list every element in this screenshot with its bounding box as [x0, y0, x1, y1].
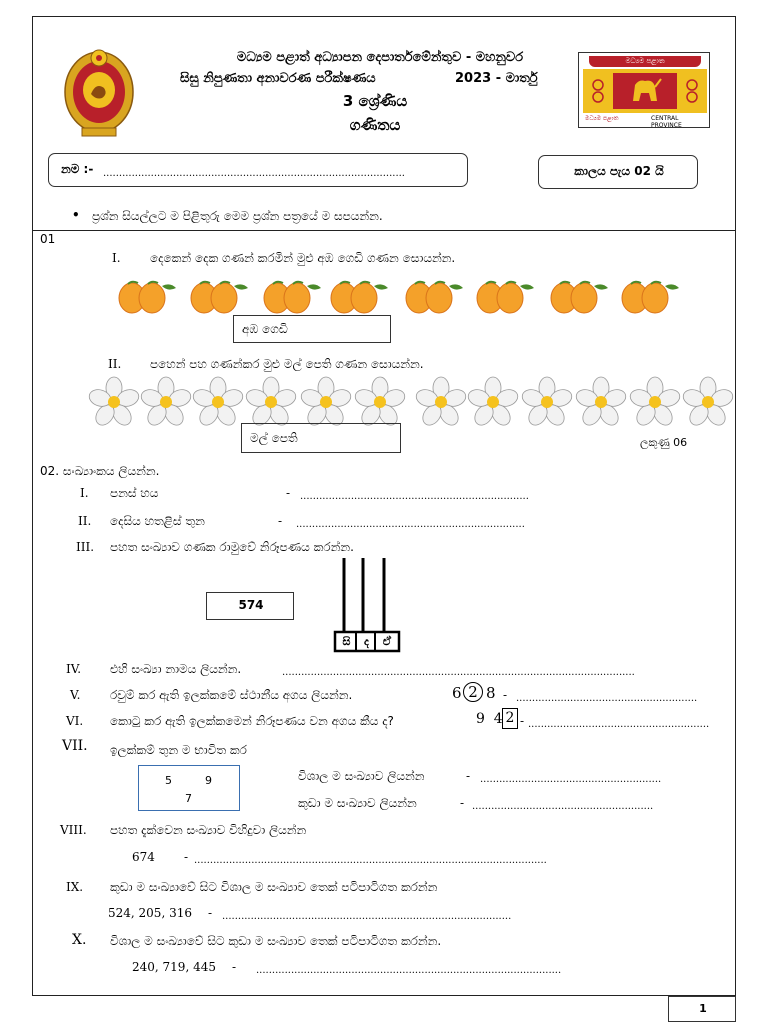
flower-row [90, 378, 736, 426]
abacus-label-hundreds: සි [342, 635, 351, 648]
q2-vii-text: ඉලක්කම් තුන ම භාවිත කර [110, 743, 247, 757]
q1-i-label: I. [112, 251, 121, 265]
flower [353, 377, 407, 429]
q2-ix-answer[interactable]: ........................................................................................... [222, 911, 512, 922]
flag-caption-left: මධ්‍යම පළාත [585, 115, 619, 122]
flag-banner: මධ්‍යම පළාත [589, 56, 701, 67]
q2-v-text: රවුම් කර ඇති ඉලක්කමේ ස්ථානීය අගය ලියන්න. [110, 688, 353, 702]
flag-ornament-right-icon [682, 78, 702, 104]
q2-i-dash: - [286, 486, 291, 500]
abacus-number-box [206, 592, 294, 620]
q2-v-answer[interactable]: ......................................................... [516, 693, 698, 704]
national-emblem-icon [60, 44, 138, 144]
flower [139, 377, 193, 429]
q2-vi-dash: - [520, 714, 525, 728]
flower [87, 377, 141, 429]
mango-row [118, 276, 688, 314]
header-line1: මධ්‍යම පළාත් අධ්‍යාපන දෙපාර්තමේන්තුව - මහනුවර [236, 50, 524, 65]
flower [628, 377, 682, 429]
q2-vii-big-dash: - [466, 769, 471, 783]
q2-vii-big-text: විශාල ම සංඛ්‍යාව ලියන්න [298, 769, 425, 783]
q2-vi-digit-boxed: 2 [502, 708, 518, 729]
digits-box [138, 765, 240, 811]
q2-v-digit-a: 6 [452, 684, 462, 702]
q2-vii-label: VII. [62, 738, 88, 754]
mango-answer-box[interactable] [233, 315, 391, 343]
mango-pair [331, 282, 388, 313]
q2-vi-digits: 9 4 [476, 711, 503, 727]
flowers [90, 378, 736, 426]
q2-iv-answer[interactable]: ............................................................................................................... [282, 667, 635, 678]
lion-icon [627, 75, 663, 107]
mango-pair [477, 282, 534, 313]
q2-ix-label: IX. [66, 880, 84, 894]
header-grade: 3 ශ්‍රේණිය [342, 92, 408, 110]
q2-i-text: පනස් හය [110, 486, 159, 500]
digit-9: 9 [205, 774, 212, 787]
q1-ii-text: පහෙන් පහ ගණන්කර මුළු මල් පෙති ගණන සොයන්න. [150, 357, 424, 371]
abacus-label-tens: ද [364, 635, 369, 648]
q2-iii-text: පහත සංඛ්‍යාව ගණක රාමුවේ නිරූපණය කරන්න. [110, 540, 354, 554]
q2-i-label: I. [80, 486, 89, 500]
q2-v-dash: - [503, 688, 508, 702]
q2-v-label: V. [70, 688, 81, 702]
q2-ix-numbers: 524, 205, 316 [108, 906, 192, 920]
page-number-box [668, 996, 736, 1022]
mango-answer-label: අඹ ගෙඩි [242, 322, 288, 336]
q2-x-dash: - [232, 960, 237, 974]
flower [466, 377, 520, 429]
provincial-flag [578, 52, 710, 128]
digit-5: 5 [165, 774, 172, 787]
q2-ix-dash: - [208, 906, 213, 920]
q2-ii-text: දෙසිය හතළිස් තුන [110, 514, 205, 528]
q2-vi-text: කොටු කර ඇති ඉලක්කමෙන් නිරූපණය වන අගය කීය ද? [110, 714, 394, 728]
q2-v-digit-b: 8 [486, 684, 496, 702]
flower [520, 377, 574, 429]
flower [414, 377, 468, 429]
page-number: 1 [699, 1002, 707, 1015]
q2-v-digit-circled: 2 [463, 682, 483, 702]
q2-ii-answer[interactable]: ........................................................................ [296, 519, 525, 530]
q2-vi-label: VI. [66, 714, 84, 728]
flower-answer-box[interactable] [241, 423, 401, 453]
q2-viii-label: VIII. [60, 823, 87, 837]
flag-ornament-left-icon [588, 78, 608, 104]
flower [244, 377, 298, 429]
q2-ix-text: කුඩා ම සංඛ්‍යාවේ සිට විශාල ම සංඛ්‍යාව තෙක් පටිපාටිගත කරන්න [110, 880, 438, 894]
q2-iv-text: එහි සංඛ්‍යා නාමය ලියන්න. [110, 662, 242, 676]
q2-viii-text: පහත දැක්වෙන සංඛ්‍යාව විහිදුවා ලියන්න [110, 823, 307, 837]
q2-iv-label: IV. [66, 662, 82, 676]
q1-marks: ලකුණු 06 [640, 436, 688, 449]
q1-i-text: දෙකෙන් දෙක ගණන් කරමින් මුළු අඹ ගෙඩි ගණන සොයන්න. [150, 251, 456, 265]
flower-answer-label: මල් පෙති [250, 431, 298, 445]
q2-x-numbers: 240, 719, 445 [132, 960, 216, 974]
q2-x-text: විශාල ම සංඛ්‍යාවේ සිට කුඩා ම සංඛ්‍යාව තෙක් පටිපාටිගත කරන්න. [110, 934, 442, 948]
flower [681, 377, 735, 429]
divider [32, 230, 736, 231]
mango-pair [119, 282, 176, 313]
header-line2-left: සිසු නිපුණතා අනාවරණ පරීක්ෂණය [180, 71, 376, 86]
abacus-number: 574 [238, 598, 264, 612]
q2-vii-small-text: කුඩා ම සංඛ්‍යාව ලියන්න [298, 796, 417, 810]
mango-pair [622, 282, 679, 313]
instruction-text: ප්‍රශ්න සියල්ලට ම පිළිතුරු මෙම ප්‍රශ්න පත්‍රයේ ම සපයන්න. [92, 209, 383, 223]
q1-number: 01 [40, 232, 56, 246]
q2-iii-label: III. [76, 540, 95, 554]
flower [574, 377, 628, 429]
mango-pair [264, 282, 321, 313]
header-subject: ගණිතය [349, 116, 401, 134]
digit-7: 7 [185, 792, 192, 805]
q2-ii-dash: - [278, 514, 283, 528]
flower [299, 377, 353, 429]
name-box [48, 153, 468, 187]
name-field[interactable]: ............................................................................................... [103, 168, 405, 179]
mango-pair [191, 282, 248, 313]
q2-ii-label: II. [78, 514, 92, 528]
header-line2-right: 2023 - මාර්තු [455, 71, 538, 86]
time-box [538, 155, 698, 189]
mango-pair [551, 282, 608, 313]
q1-ii-label: II. [108, 357, 122, 371]
mango-pair [406, 282, 463, 313]
q2-heading: 02. සංඛ්‍යාංකය ලියන්න. [40, 464, 160, 478]
q2-viii-number: 674 [132, 850, 155, 864]
q2-vii-big-answer[interactable]: ......................................................... [480, 774, 662, 785]
q2-vii-small-dash: - [460, 796, 465, 810]
instruction-bullet: • [72, 208, 80, 222]
q2-viii-dash: - [184, 850, 189, 864]
flower [191, 377, 245, 429]
q2-x-answer[interactable]: ................................................................................................ [256, 965, 562, 976]
q2-x-label: X. [72, 932, 87, 948]
time-label: කාලය පැය 02 යි [574, 164, 664, 178]
q2-i-answer[interactable]: ........................................................................ [300, 491, 529, 502]
q2-vi-answer[interactable]: ......................................................... [528, 719, 710, 730]
flag-caption-right: CENTRAL PROVINCE [651, 115, 682, 129]
mango-pairs [118, 276, 688, 314]
abacus-label-ones: ඒ [382, 635, 392, 648]
q2-viii-answer[interactable]: ............................................................................................................... [194, 855, 547, 866]
name-label: නම :- [61, 162, 94, 176]
q2-vii-small-answer[interactable]: ......................................................... [472, 801, 654, 812]
